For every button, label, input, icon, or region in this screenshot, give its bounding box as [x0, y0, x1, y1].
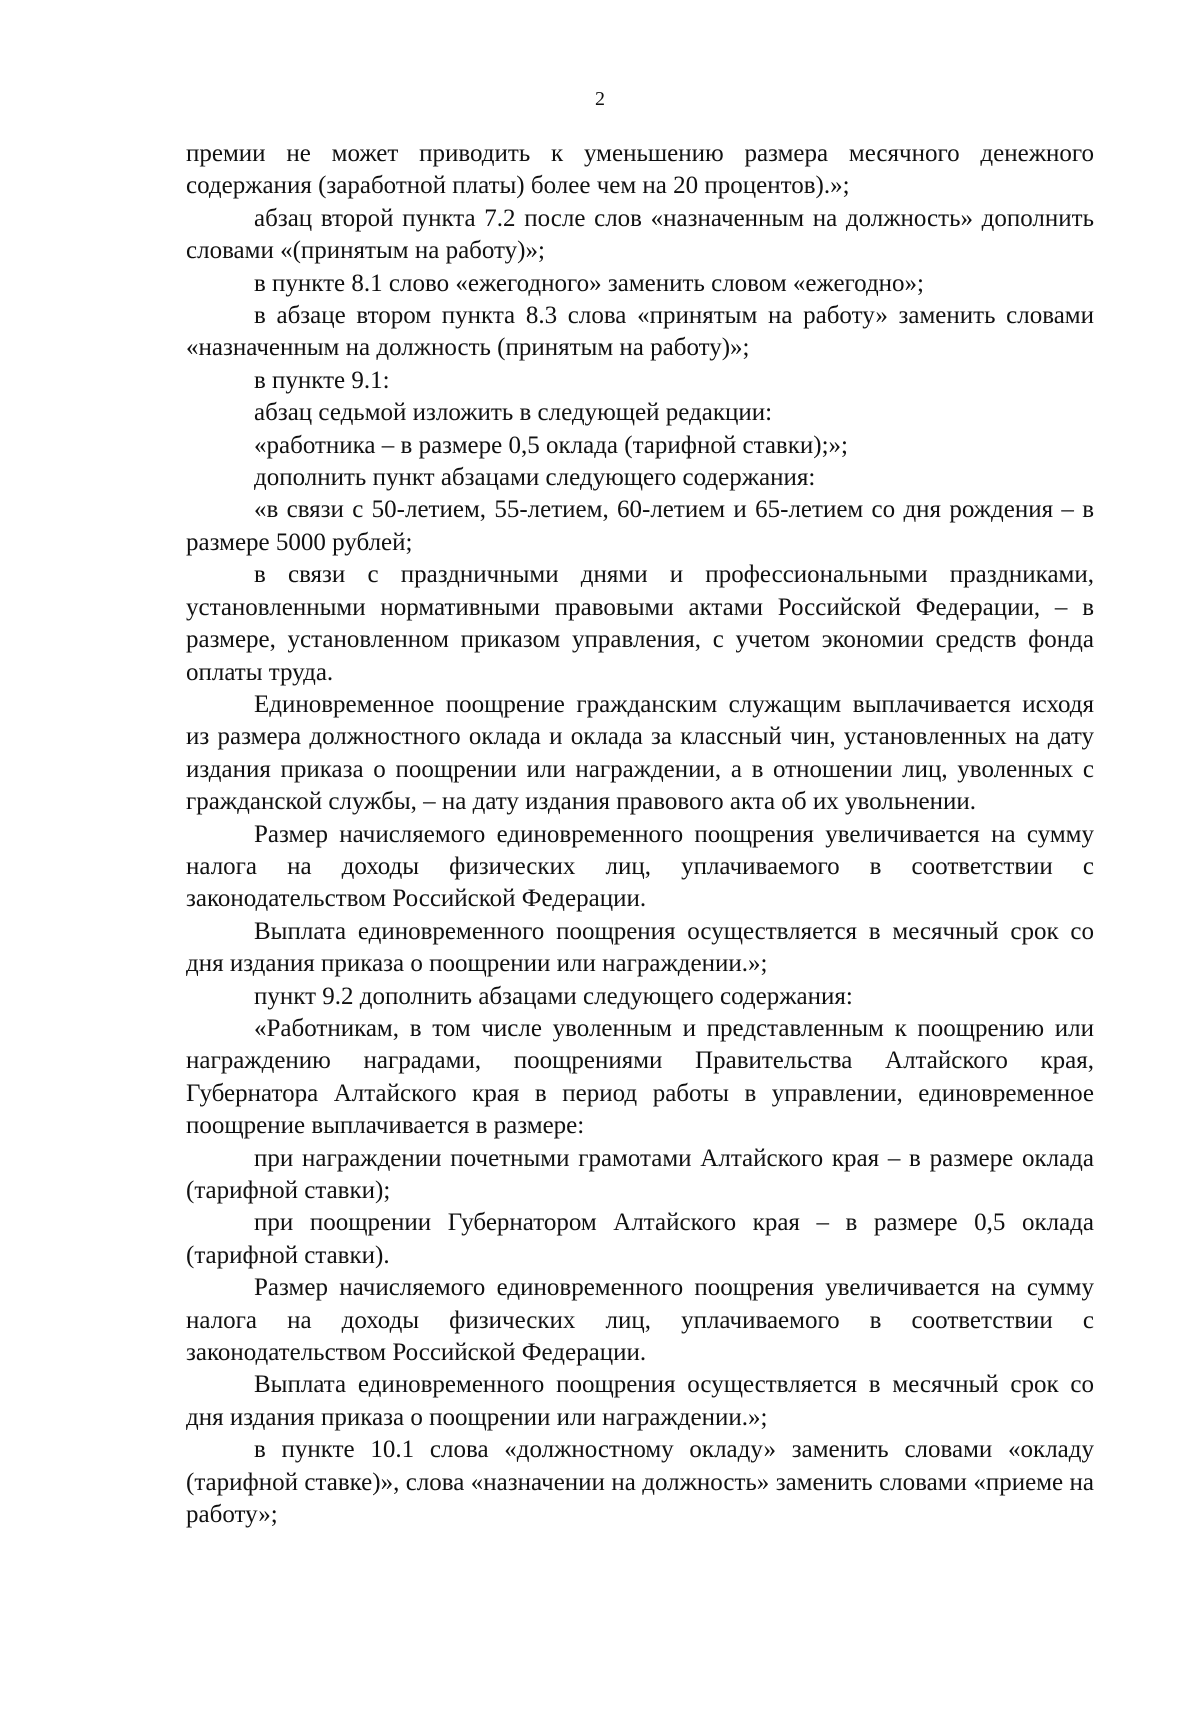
- page-number: 2: [595, 88, 605, 110]
- paragraph: Выплата единовременного поощрения осуществляется в месячный срок со дня издания приказа о поощрении или награждении.»;: [186, 1371, 1094, 1431]
- paragraph: премии не может приводить к уменьшению размера месячного денежного содержания (заработной платы) более чем на 20 процентов).»;: [186, 140, 1094, 200]
- paragraph: «работника – в размере 0,5 оклада (тарифной ставки);»;: [254, 431, 848, 459]
- paragraph: Выплата единовременного поощрения осуществляется в месячный срок со дня издания приказа о поощрении или награждении.»;: [186, 917, 1094, 978]
- paragraph: пункт 9.2 дополнить абзацами следующего содержания:: [254, 982, 853, 1010]
- paragraph: «Работникам, в том числе уволенным и представленным к поощрению или награждению наградами, поощрениями Правительства Алтайского края, Губернатора Алтайского края в период работы в управлении, единовременное поощрение выплачивается в размере:: [186, 1014, 1094, 1140]
- document-body: [186, 138, 1094, 1531]
- paragraph: абзац второй пункта 7.2 после слов «назначенным на должность» дополнить словами «(принятым на работу)»;: [186, 204, 1094, 265]
- paragraph: в связи с праздничными днями и профессиональными праздниками, установленными нормативными правовыми актами Российской Федерации, – в размере, установленном приказом управления, с учетом экономии средств фонда оплаты труда.: [186, 561, 1094, 686]
- paragraph: при награждении почетными грамотами Алтайского края – в размере оклада (тарифной ставки);: [186, 1144, 1094, 1204]
- paragraph: дополнить пункт абзацами следующего содержания:: [254, 464, 816, 492]
- paragraph: Единовременное поощрение гражданским служащим выплачивается исходя из размера должностного оклада и оклада за классный чин, установленных на дату издания приказа о поощрении или награждении, а в отношении лиц, уволенных с гражданской службы, – на дату издания правового акта об их увольнении.: [186, 690, 1094, 816]
- paragraph: в пункте 8.1 слово «ежегодного» заменить словом «ежегодно»;: [254, 269, 924, 297]
- paragraph: в абзаце втором пункта 8.3 слова «принятым на работу» заменить словами «назначенным на должность (принятым на работу)»;: [186, 302, 1094, 362]
- paragraph: абзац седьмой изложить в следующей редакции:: [254, 399, 773, 427]
- paragraph: в пункте 10.1 слова «должностному окладу» заменить словами «окладу (тарифной ставке)», слова «назначении на должность» заменить словами «приеме на работу»;: [186, 1436, 1094, 1529]
- paragraph: «в связи с 50-летием, 55-летием, 60-летием и 65-летием со дня рождения – в размере 5000 рублей;: [186, 496, 1094, 556]
- paragraph: при поощрении Губернатором Алтайского края – в размере 0,5 оклада (тарифной ставки).: [186, 1209, 1094, 1269]
- paragraph: Размер начисляемого единовременного поощрения увеличивается на сумму налога на доходы физических лиц, уплачиваемого в соответствии с законодательством Российской Федерации.: [186, 1274, 1094, 1367]
- paragraph: в пункте 9.1:: [254, 366, 390, 394]
- paragraph: Размер начисляемого единовременного поощрения увеличивается на сумму налога на доходы физических лиц, уплачиваемого в соответствии с законодательством Российской Федерации.: [186, 820, 1094, 913]
